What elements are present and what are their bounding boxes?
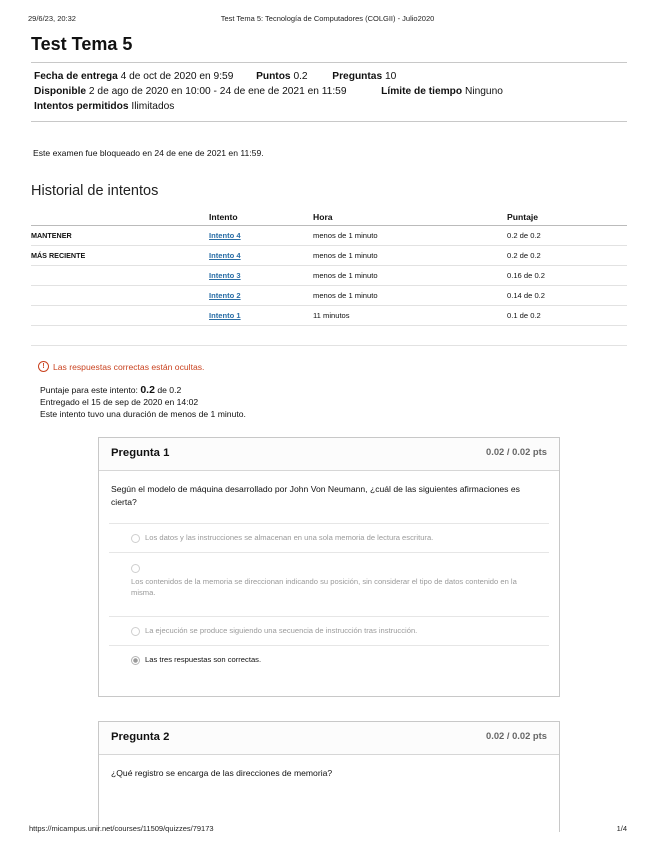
attempt-link[interactable]: Intento 1 <box>209 311 241 320</box>
question-title: Pregunta 1 <box>111 447 170 459</box>
print-header <box>28 14 627 26</box>
time-limit-value: Ninguno <box>464 86 503 97</box>
row-label: MÁS RECIENTE <box>31 246 209 266</box>
history-title: Historial de intentos <box>31 183 159 199</box>
quiz-details <box>34 69 503 114</box>
score-suffix: de 0.2 <box>157 385 182 395</box>
table-row <box>31 266 627 286</box>
attempt-score: 0.2 de 0.2 <box>507 246 627 266</box>
radio-selected-icon[interactable] <box>131 656 140 665</box>
attempt-score: 0.1 de 0.2 <box>507 306 627 326</box>
answer-text: Los datos y las instrucciones se almacenan en una sola memoria de lectura escritura. <box>145 533 434 542</box>
question-card <box>98 721 560 832</box>
answer-list <box>109 523 549 674</box>
locked-message: Este examen fue bloqueado en 24 de ene de 2021 en 11:59. <box>33 148 264 158</box>
table-row <box>31 226 627 246</box>
answer-text: La ejecución se produce siguiendo una secuencia de instrucción tras instrucción. <box>145 626 418 635</box>
attempts-value: Ilimitados <box>131 101 175 112</box>
row-label <box>31 306 209 326</box>
hidden-answers-note <box>38 361 204 372</box>
attempt-link[interactable]: Intento 4 <box>209 251 241 260</box>
warning-icon: ! <box>38 361 49 372</box>
table-row <box>31 246 627 266</box>
answer-option[interactable] <box>109 616 549 645</box>
submitted-text: Entregado el 15 de sep de 2020 en 14:02 <box>40 397 199 407</box>
score-value: 0.2 <box>140 384 155 396</box>
time-column-header: Hora <box>313 207 507 226</box>
due-value: 4 de oct de 2020 en 9:59 <box>120 71 234 82</box>
attempt-link[interactable]: Intento 2 <box>209 291 241 300</box>
attempt-time: menos de 1 minuto <box>313 226 507 246</box>
attempt-time: menos de 1 minuto <box>313 246 507 266</box>
due-label: Fecha de entrega <box>34 71 118 82</box>
questions-label: Preguntas <box>332 71 383 82</box>
hidden-answers-text: Las respuestas correctas están ocultas. <box>53 361 205 372</box>
attempt-link[interactable]: Intento 4 <box>209 231 241 240</box>
table-row <box>31 306 627 326</box>
available-value: 2 de ago de 2020 en 10:00 - 24 de ene de 2021 en 11:59 <box>88 86 347 97</box>
divider <box>31 121 627 122</box>
question-header <box>99 722 559 755</box>
points-value: 0.2 <box>293 71 308 82</box>
answer-option[interactable] <box>109 523 549 552</box>
table-row <box>31 286 627 306</box>
table-header-row <box>31 207 627 226</box>
row-label <box>31 286 209 306</box>
answer-option[interactable] <box>109 552 549 616</box>
row-label: MANTENER <box>31 226 209 246</box>
table-row <box>31 326 627 346</box>
attempt-score: 0.16 de 0.2 <box>507 266 627 286</box>
answer-option-selected[interactable] <box>109 645 549 674</box>
page-url: https://micampus.unir.net/courses/11509/quizzes/79173 <box>29 824 214 833</box>
score-column-header: Puntaje <box>507 207 627 226</box>
available-label: Disponible <box>34 86 87 97</box>
question-text: ¿Qué registro se encarga de las direcciones de memoria? <box>111 768 333 778</box>
time-limit-label: Límite de tiempo <box>381 86 463 97</box>
attempt-score: 0.2 de 0.2 <box>507 226 627 246</box>
radio-icon[interactable] <box>131 627 140 636</box>
duration-text: Este intento tuvo una duración de menos de 1 minuto. <box>40 409 246 419</box>
question-header <box>99 438 559 471</box>
question-title: Pregunta 2 <box>111 731 170 743</box>
answer-text: Las tres respuestas son correctas. <box>145 655 262 664</box>
attempts-label: Intentos permitidos <box>34 101 129 112</box>
page-title: Test Tema 5 <box>31 34 133 54</box>
label-column-header <box>31 207 209 226</box>
attempt-time: menos de 1 minuto <box>313 266 507 286</box>
attempt-column-header: Intento <box>209 207 313 226</box>
page-number: 1/4 <box>616 824 627 833</box>
print-date: 29/6/23, 20:32 <box>28 14 76 23</box>
question-text: Según el modelo de máquina desarrollado por John Von Neumann, ¿cuál de las siguientes afirmaciones es cierta? <box>111 484 520 507</box>
print-document-title: Test Tema 5: Tecnología de Computadores (COLGII) - Julio2020 <box>220 14 435 23</box>
attempt-score: 0.14 de 0.2 <box>507 286 627 306</box>
attempt-link[interactable]: Intento 3 <box>209 271 241 280</box>
attempt-time: 11 minutos <box>313 306 507 326</box>
points-label: Puntos <box>256 71 291 82</box>
score-prefix: Puntaje para este intento: <box>40 385 138 395</box>
row-label <box>31 266 209 286</box>
radio-icon[interactable] <box>131 564 140 573</box>
answer-text: Los contenidos de la memoria se direccionan indicando su posición, sin considerar el tipo de datos contenido en la misma. <box>131 577 517 597</box>
attempt-info <box>40 384 246 420</box>
questions-value: 10 <box>384 71 397 82</box>
attempt-history-table <box>31 207 627 346</box>
divider <box>31 62 627 63</box>
print-footer <box>29 824 627 833</box>
attempt-time: menos de 1 minuto <box>313 286 507 306</box>
question-points: 0.02 / 0.02 pts <box>486 730 547 741</box>
question-card <box>98 437 560 697</box>
question-points: 0.02 / 0.02 pts <box>486 446 547 457</box>
radio-icon[interactable] <box>131 534 140 543</box>
